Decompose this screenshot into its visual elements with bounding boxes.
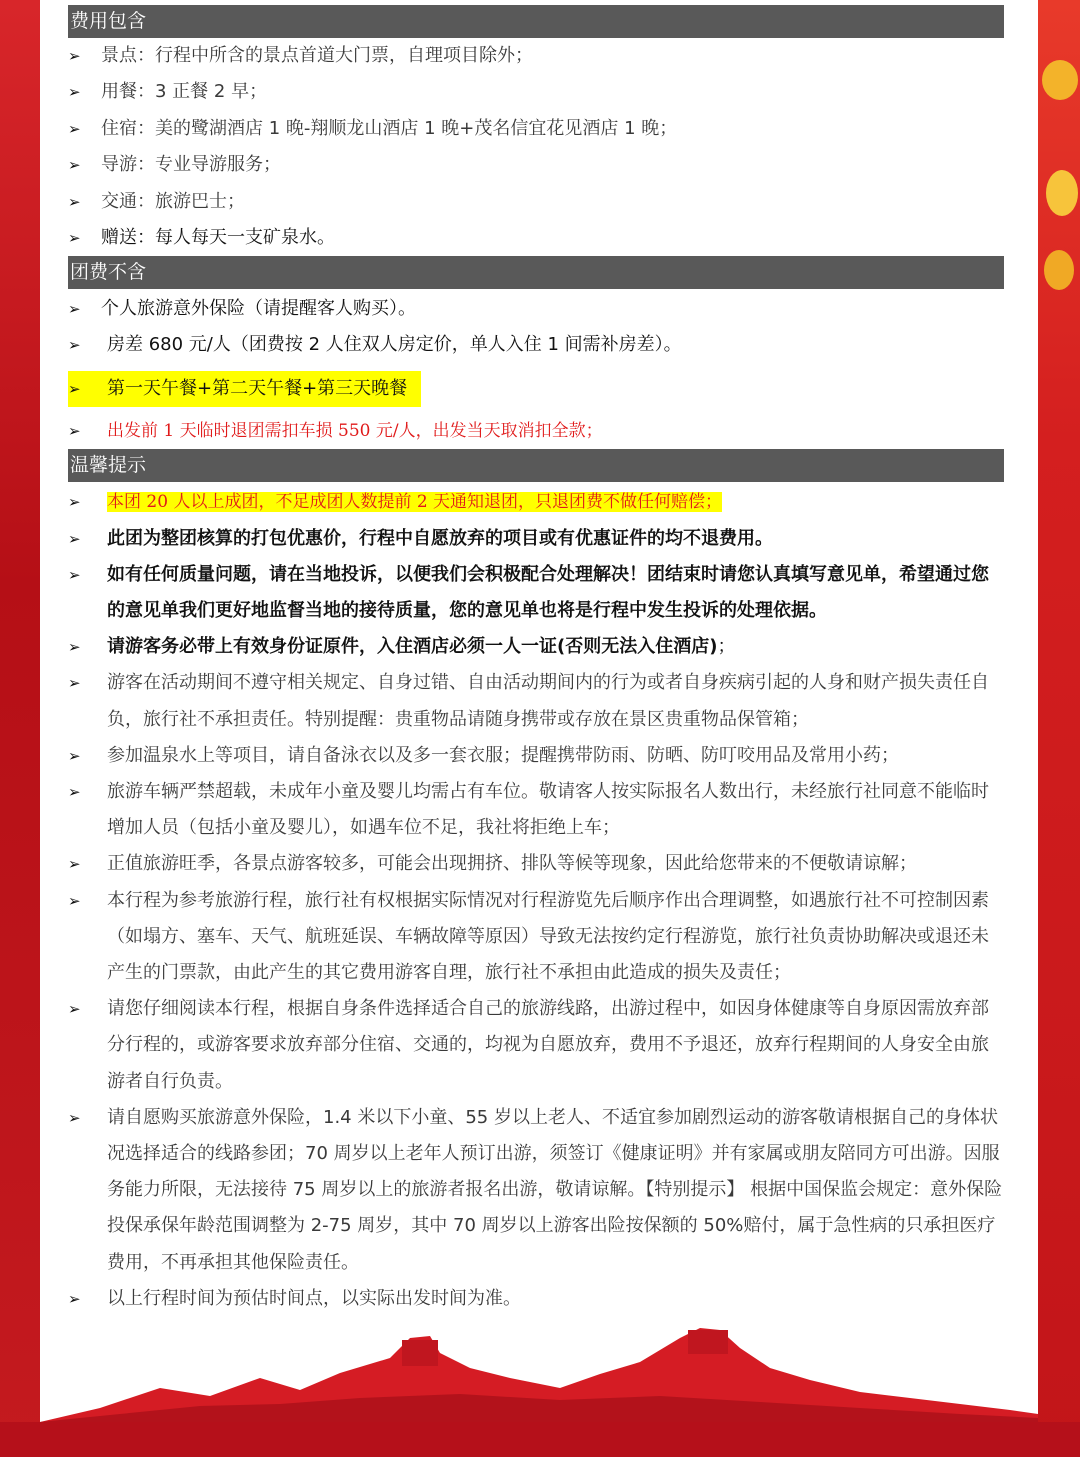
section-title-excluded: 团费不含 [68,256,1004,289]
list-item-warning: ➢ 出发前 1 天临时退团需扣车损 550 元/人，出发当天取消扣全款； [68,413,1004,449]
right-red-border [1038,0,1080,1457]
arrow-bullet-icon: ➢ [68,1108,81,1127]
left-red-border [0,0,40,1457]
list-item: ➢ 请游客务必带上有效身份证原件，入住酒店必须一人一证(否则无法入住酒店)； [68,629,1004,665]
list-item: ➢ 请您仔细阅读本行程，根据自身条件选择适合自己的旅游线路，出游过程中，如因身体健康等自身原因需放弃部分行程的，或游客要求放弃部分住宿、交通的，均视为自愿放弃，费用不予退还，放弃行程期间的人身安全由旅游者自行负责。 [68,991,1004,1100]
list-item-warning: ➢ 本团 20 人以上成团，不足成团人数提前 2 天通知退团，只退团费不做任何赔偿； [68,484,1004,520]
list-item: ➢ 住宿：美的鹭湖酒店 1 晚-翔顺龙山酒店 1 晚+茂名信宜花见酒店 1 晚； [68,111,1004,147]
arrow-bullet-icon: ➢ [68,674,81,693]
bottom-red-band [0,1422,1080,1457]
flower-decoration [1042,60,1078,100]
arrow-bullet-icon: ➢ [68,1289,81,1308]
list-item: ➢ 用餐：3 正餐 2 早； [68,74,1004,110]
list-item: ➢ 景点：行程中所含的景点首道大门票，自理项目除外； [68,38,1004,74]
list-item: ➢ 游客在活动期间不遵守相关规定、自身过错、自由活动期间内的行为或者自身疾病引起的人身和财产损失责任自负，旅行社不承担责任。特别提醒：贵重物品请随身携带或存放在景区贵重物品保管箱； [68,665,1004,737]
list-item: ➢ 赠送：每人每天一支矿泉水。 [68,220,1004,256]
arrow-bullet-icon: ➢ [68,156,81,175]
arrow-bullet-icon: ➢ [68,746,81,765]
arrow-bullet-icon: ➢ [68,891,81,910]
section-title-tips: 温馨提示 [68,449,1004,482]
list-item: ➢ 交通：旅游巴士； [68,184,1004,220]
list-item: ➢ 此团为整团核算的打包优惠价，行程中自愿放弃的项目或有优惠证件的均不退费用。 [68,521,1004,557]
list-item: ➢ 请自愿购买旅游意外保险，1.4 米以下小童、55 岁以上老人、不适宜参加剧烈运动的游客敬请根据自己的身体状况选择适合的线路参团；70 周岁以上老年人预订出游，须签订《健康证明》并有家属或朋友陪同方可出游。因服务能力所限，无法接待 75 周岁以上的旅游者报名出游，敬请谅解。【特别提示】 根据中国保监会规定：意外保险投保承保年龄范围调整为 2-75 周岁，其中 70 周岁以上游客出险按保额的 50%赔付，属于急性病的只承担医疗费用，不再承担其他保险责任。 [68,1100,1004,1281]
itinerary-notes [68,5,1004,1317]
arrow-bullet-icon: ➢ [68,380,81,399]
included-section [68,5,1004,256]
arrow-bullet-icon: ➢ [68,336,81,355]
arrow-bullet-icon: ➢ [68,83,81,102]
arrow-bullet-icon: ➢ [68,300,81,319]
list-item: ➢ 以上行程时间为预估时间点，以实际出发时间为准。 [68,1281,1004,1317]
arrow-bullet-icon: ➢ [68,119,81,138]
arrow-bullet-icon: ➢ [68,855,81,874]
flower-decoration [1046,170,1078,216]
list-item: ➢ 本行程为参考旅游行程，旅行社有权根据实际情况对行程游览先后顺序作出合理调整，如遇旅行社不可控制因素（如塌方、塞车、天气、航班延误、车辆故障等原因）导致无法按约定行程游览，旅行社负责协助解决或退还未产生的门票款，由此产生的其它费用游客自理，旅行社不承担由此造成的损失及责任； [68,883,1004,992]
great-wall-illustration [40,1318,1038,1422]
arrow-bullet-icon: ➢ [68,192,81,211]
arrow-bullet-icon: ➢ [68,782,81,801]
list-item: ➢ 正值旅游旺季，各景点游客较多，可能会出现拥挤、排队等候等现象，因此给您带来的不便敬请谅解； [68,846,1004,882]
arrow-bullet-icon: ➢ [68,422,81,441]
flower-decoration [1044,250,1074,290]
list-item: ➢ 参加温泉水上等项目，请自备泳衣以及多一套衣服；提醒携带防雨、防晒、防叮咬用品及常用小药； [68,738,1004,774]
list-item: ➢ 导游：专业导游服务； [68,147,1004,183]
arrow-bullet-icon: ➢ [68,1000,81,1019]
arrow-bullet-icon: ➢ [68,638,81,657]
tips-section [68,449,1004,1317]
list-item: ➢ 个人旅游意外保险（请提醒客人购买）。 [68,289,1004,327]
arrow-bullet-icon: ➢ [68,565,81,584]
list-item: ➢ 房差 680 元/人（团费按 2 人住双人房定价，单人入住 1 间需补房差）。 [68,327,1004,363]
arrow-bullet-icon: ➢ [68,47,81,65]
section-title-included: 费用包含 [68,5,1004,38]
excluded-section [68,256,1004,449]
list-item: ➢ 旅游车辆严禁超载，未成年小童及婴儿均需占有车位。敬请客人按实际报名人数出行，未经旅行社同意不能临时增加人员（包括小童及婴儿），如遇车位不足，我社将拒绝上车； [68,774,1004,846]
arrow-bullet-icon: ➢ [68,228,81,247]
arrow-bullet-icon: ➢ [68,529,81,548]
list-item: ➢ 如有任何质量问题，请在当地投诉，以便我们会积极配合处理解决！团结束时请您认真填写意见单，希望通过您的意见单我们更好地监督当地的接待质量，您的意见单也将是行程中发生投诉的处理依据。 [68,557,1004,629]
list-item-highlighted: ➢ 第一天午餐+第二天午餐+第三天晚餐 [68,371,421,407]
arrow-bullet-icon: ➢ [68,493,81,512]
